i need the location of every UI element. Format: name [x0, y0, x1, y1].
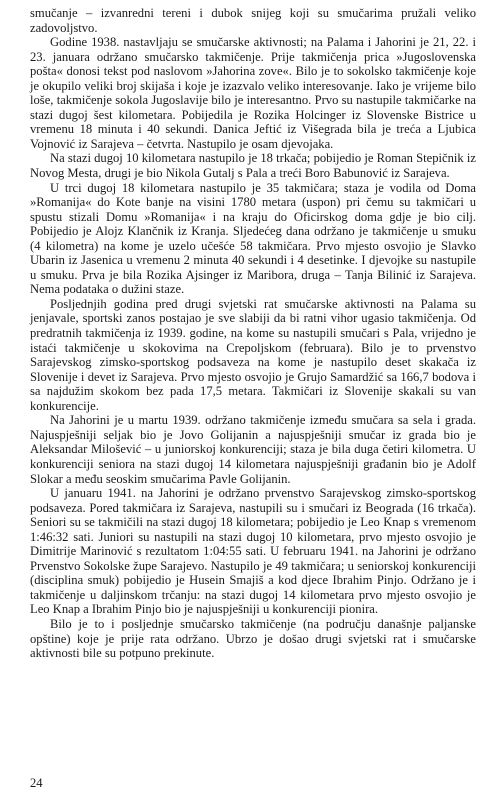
paragraph-3: Na stazi dugoj 10 kilometara nastupilo je 18 trkača; pobijedio je Roman Stepičnik iz Novog Mesta, drugi je bio Nikola Gutalj s Pala a treći Boro Babunović iz Sarajeva. — [30, 151, 476, 181]
paragraph-6: Na Jahorini je u martu 1939. održano takmičenje između smučara sa sela i grada. Najuspješniji seljak bio je Jovo Golijanin a najuspješniji smučar iz grada bio je Aleksandar Milošević – u juniorskoj konkurenciji; staza je bila duga četiri kilometra. U konkurenciji seniora na stazi dugoj 14 kilometara najuspješniji građanin bio je Adolf Slokar a među seoskim smučarima Pavle Golijanin. — [30, 413, 476, 486]
paragraph-4: U trci dugoj 18 kilometara nastupilo je 35 takmičara; staza je vodila od Doma »Romanija« do Kote banje na visini 1780 metara (uspon) pri čemu su takmičari u spustu stizali Domu »Romanija« i na kraju do Oficirskog doma gdje je bio cilj. Pobijedio je Alojz Klančnik iz Kranja. Sljedećeg dana održano je takmičenje u smuku (4 kilometra) na kome je uzelo učešće 58 takmičara. Prvo mjesto osvojio je Slavko Ubarin iz Jasenica u vremenu 2 minuta 40 sekundi i 4 desetinke. I djevojke su nastupile u smuku. Prva je bila Rozika Ajsinger iz Maribora, druga – Tanja Bilinić iz Sarajeva. Nema podataka o dužini staze. — [30, 180, 476, 297]
paragraph-8: Bilo je to i posljednje smučarsko takmičenje (na području današnje paljanske opštine) koje je prije rata održano. Ubrzo je došao drugi svjetski rat i smučarske aktivnosti bile su potpuno prekinute. — [30, 616, 476, 661]
page-body — [30, 6, 476, 661]
paragraph-7: U januaru 1941. na Jahorini je održano prvenstvo Sarajevskog zimsko-sportskog podsaveza. Pored takmičara iz Sarajeva, nastupili su i smučari iz Beograda (16 trkača). Seniori su se takmičili na stazi dugoj 18 kilometara; pobijedio je Leo Knap s vremenom 1:46:32 sati. Juniori su nastupili na stazi dugoj 10 kilometara, prvo mjesto osvojio je Dimitrije Marinović s rezultatom 1:04:55 sati. U februaru 1941. na Jahorini je održano Prvenstvo Sokolske župe Sarajevo. Nastupilo je 49 takmičara; u seniorskoj konkurenciji (disciplina smuk) pobijedio je Husein Smajiš a kod djece Ibrahim Pinjo. Održano je i takmičenje u daljinskom trčanju: na stazi dugoj 14 kilometara prvo mjesto osvojio je Leo Knap a Ibrahim Pinjo bio je najuspješniji u konkurenciji pionira. — [30, 486, 476, 617]
paragraph-5: Posljednjih godina pred drugi svjetski rat smučarske aktivnosti na Palama su jenjavale, sportski zanos postajao je sve slabiji da bi ratni vihor ugasio takmičenja. Od predratnih takmičenja iz 1939. godine, na kome su nastupili smučari s Pala, vrijedno je istaći takmičenje u skokovima na Crepoljskom (februara). Bilo je to prvenstvo Sarajevskog zimsko-sportskog podsaveza na kome je nastupilo deset skakača iz Slovenije i devet iz Sarajeva. Prvo mjesto osvojio je Grujo Samardžić sa 166,7 bodova i sa najdužim skokom bez pada 17,5 metara. Takmičari iz Slovenije skakali su van konkurencije. — [30, 296, 476, 413]
paragraph-1: smučanje – izvanredni tereni i dubok snijeg koji su smučarima pružali veliko zadovoljstvo. — [30, 6, 476, 35]
paragraph-2: Godine 1938. nastavljaju se smučarske aktivnosti; na Palama i Jahorini je 21, 22. i 23. januara održano smučarsko takmičenje. Prije takmičenja prica »Jugoslovenska pošta« donosi tekst pod naslovom »Jahorina zove«. Bilo je to sokolsko takmičenje koje je okupilo veliki broj skijaša i koje je izazvalo veliko interesovanje. Iako je vrijeme bilo loše, takmičenje sokola Jugoslavije bilo je interesantno. Prvo su nastupile takmičarke na stazi dugoj šest kilometara. Pobijedila je Rozika Holcinger iz Slovenske Bistrice u vremenu 18 minuta i 40 sekundi. Danica Jeftić iz Višegrada bila je treća a Ljubica Vojnović iz Sarajeva – četvrta. Nastupilo je osam djevojaka. — [30, 35, 476, 151]
page-number: 24 — [30, 776, 43, 790]
